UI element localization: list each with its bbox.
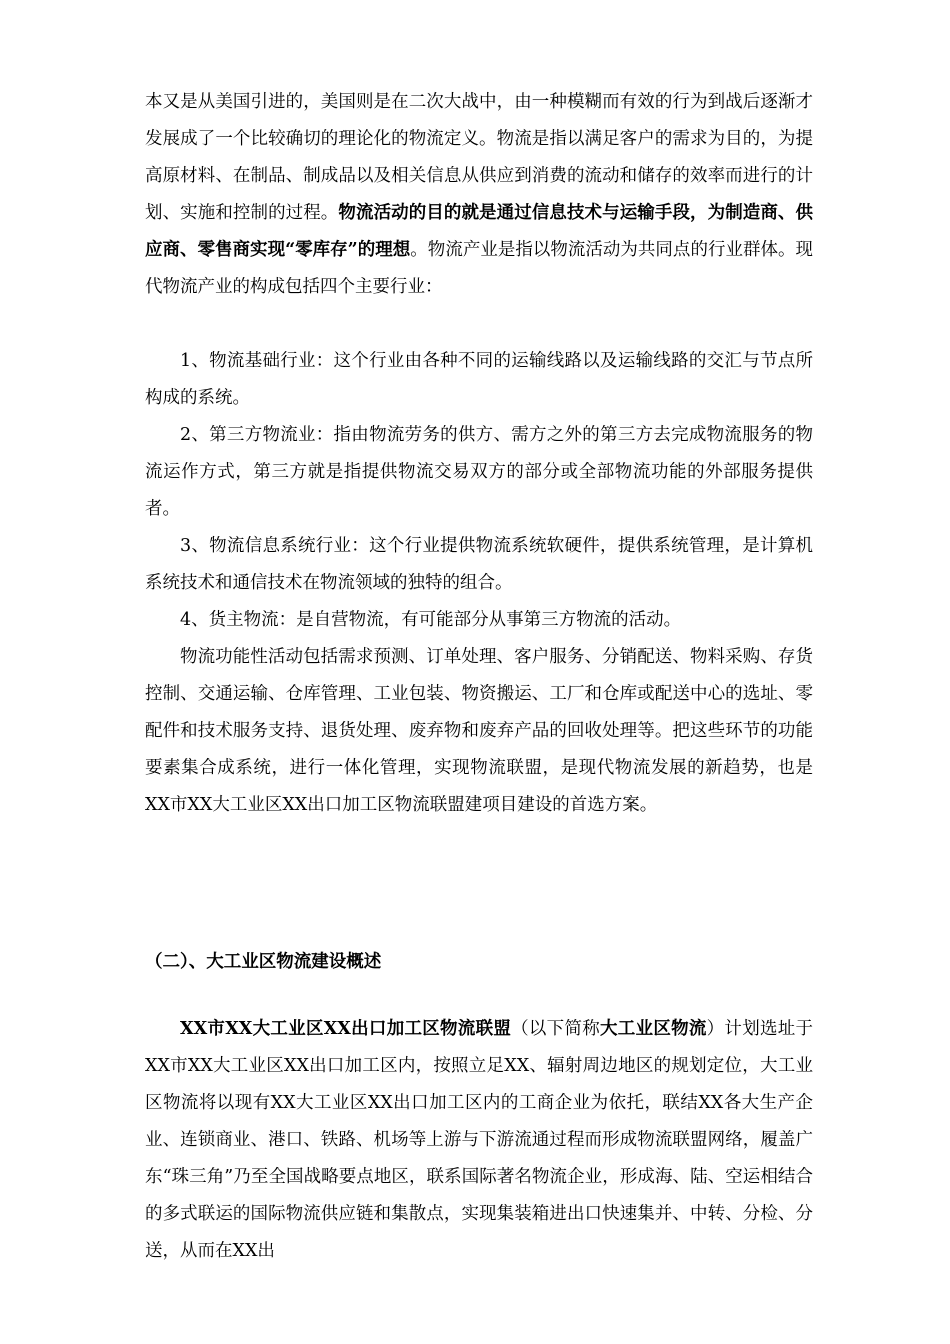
list-item-4: 4、货主物流：是自营物流，有可能部分从事第三方物流的活动。 bbox=[180, 610, 682, 630]
text-run: （以下简称 bbox=[511, 1019, 600, 1039]
section-heading: （二）、大工业区物流建设概述 bbox=[145, 952, 382, 972]
bold-text-run: 物流活动的目的就是通过信息技术与运输手段，为制造商、供应商、零售商实现“零库存”的理想 bbox=[145, 203, 814, 260]
text-run: 本又是从美国引进的，美国则是在二次大战中，由一种模糊而有效的行为到战后逐渐才发展成了一个比较确切的理论化的物流定义。物流是指以满足客户的需求为目的，为提高原材料、在制品、制成品以及相关信息从供应到消费的流动和储存的效率而进行的计划、实施和控制的过程。 bbox=[145, 92, 813, 223]
list-item-3: 3、物流信息系统行业：这个行业提供物流系统软硬件，提供系统管理，是计算机系统技术和通信技术在物流领域的独特的组合。 bbox=[145, 536, 813, 593]
paragraph-functional-activities: 物流功能性活动包括需求预测、订单处理、客户服务、分销配送、物料采购、存货控制、交通运输、仓库管理、工业包装、物资搬运、工厂和仓库或配送中心的选址、零配件和技术服务支持、退货处理、废弃物和废弃产品的回收处理等。把这些环节的功能要素集合成系统，进行一体化管理，实现物流联盟，是现代物流发展的新趋势，也是XX市XX大工业区XX出口加工区物流联盟建项目建设的首选方案。 bbox=[145, 647, 813, 815]
bold-text-run: XX市XX大工业区XX出口加工区物流联盟 bbox=[180, 1019, 512, 1039]
text-run: 。物流产业是指以物流活动为共同点的行业群体。现代物流产业的构成包括四个主要行业： bbox=[145, 240, 814, 297]
list-item-1: 1、物流基础行业：这个行业由各种不同的运输线路以及运输线路的交汇与节点所构成的系统。 bbox=[145, 351, 813, 408]
paragraph-overview bbox=[145, 1011, 813, 1270]
bold-text-run: 大工业区物流 bbox=[600, 1019, 707, 1039]
paragraph-logistics-definition bbox=[145, 84, 813, 306]
list-item-2: 2、第三方物流业：指由物流劳务的供方、需方之外的第三方去完成物流服务的物流运作方式，第三方就是指提供物流交易双方的部分或全部物流功能的外部服务提供者。 bbox=[145, 425, 813, 519]
text-run: ）计划选址于XX市XX大工业区XX出口加工区内，按照立足XX、辐射周边地区的规划定位，大工业区物流将以现有XX大工业区XX出口加工区内的工商企业为依托，联结XX各大生产企业、连锁商业、港口、铁路、机场等上游与下游流通过程而形成物流联盟网络，履盖广东“珠三角”乃至全国战略要点地区，联系国际著名物流企业，形成海、陆、空运相结合的多式联运的国际物流供应链和集散点，实现集装箱进出口快速集并、中转、分检、分送，从而在XX出 bbox=[145, 1019, 814, 1261]
